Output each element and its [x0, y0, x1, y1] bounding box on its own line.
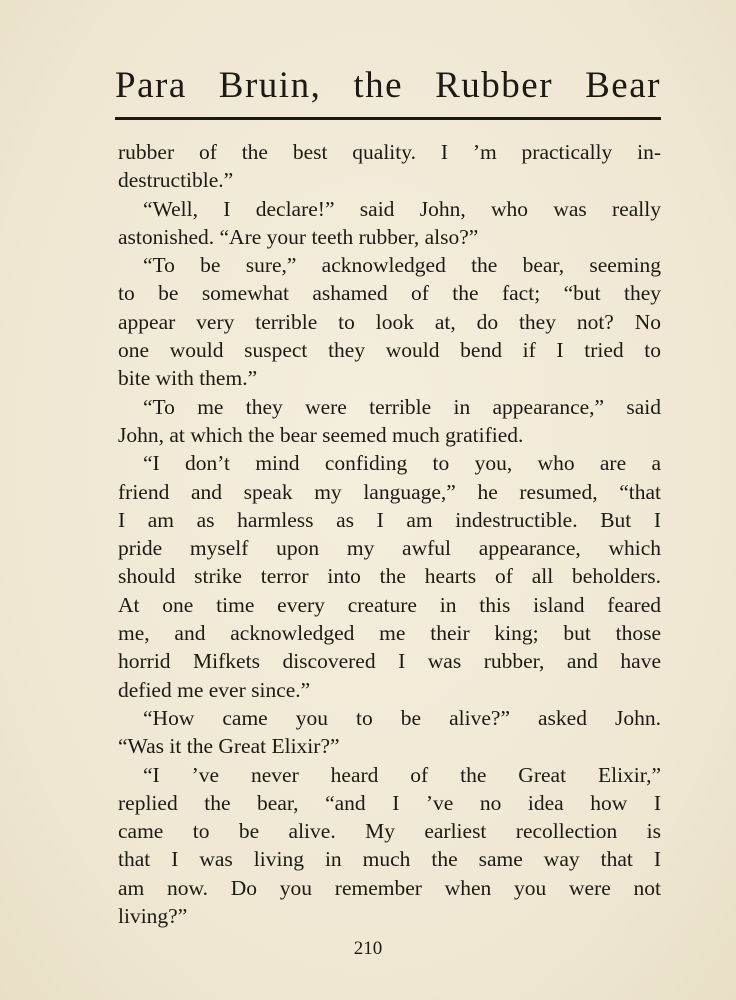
page-number: 210 [353, 938, 383, 959]
running-head-word: the [353, 65, 404, 106]
text-line: “Was it the Great Elixir?” [118, 734, 340, 759]
text-line: appear very terrible to look at, do they not? No [118, 309, 661, 334]
running-head-word: Para [115, 65, 187, 106]
text-line: destructible.” [118, 168, 234, 193]
text-line: “To be sure,” acknowledged the bear, seeming [143, 253, 661, 278]
running-head [115, 64, 661, 108]
running-head-word: Bruin, [218, 65, 322, 106]
text-line: friend and speak my language,” he resumed, “that [118, 479, 661, 504]
text-line: to be somewhat ashamed of the fact; “but they [118, 281, 661, 306]
body-text [118, 138, 661, 930]
text-line: should strike terror into the hearts of all beholders. [118, 564, 661, 589]
text-line: “Well, I declare!” said John, who was really [143, 196, 661, 221]
text-line: At one time every creature in this island feared [118, 592, 661, 617]
text-line: I am as harmless as I am indestructible. But I [118, 507, 661, 532]
text-line: “I don’t mind confiding to you, who are a [143, 451, 661, 476]
text-line: “How came you to be alive?” asked John. [143, 705, 661, 730]
text-line: me, and acknowledged me their king; but those [118, 621, 661, 646]
text-line: defied me ever since.” [118, 677, 311, 702]
text-line: replied the bear, “and I ’ve no idea how I [118, 790, 661, 815]
text-line: rubber of the best quality. I ’m practically in- [118, 140, 661, 164]
text-line: “To me they were terrible in appearance,” said [143, 394, 661, 419]
text-line: am now. Do you remember when you were not [118, 875, 661, 900]
text-line: “I ’ve never heard of the Great Elixir,” [143, 762, 661, 787]
running-head-word: Bear [585, 65, 661, 106]
text-line: one would suspect they would bend if I tried to [118, 338, 661, 363]
text-line: living?” [118, 904, 188, 929]
text-line: that I was living in much the same way that I [118, 847, 661, 872]
text-line: came to be alive. My earliest recollection is [118, 819, 661, 844]
header-rule [115, 117, 661, 120]
text-line: John, at which the bear seemed much gratified. [118, 422, 524, 447]
text-line: pride myself upon my awful appearance, which [118, 536, 661, 561]
text-line: astonished. “Are your teeth rubber, also?” [118, 224, 479, 249]
text-line: horrid Mifkets discovered I was rubber, and have [118, 649, 661, 674]
running-head-word: Rubber [435, 65, 554, 106]
text-line: bite with them.” [118, 366, 258, 391]
